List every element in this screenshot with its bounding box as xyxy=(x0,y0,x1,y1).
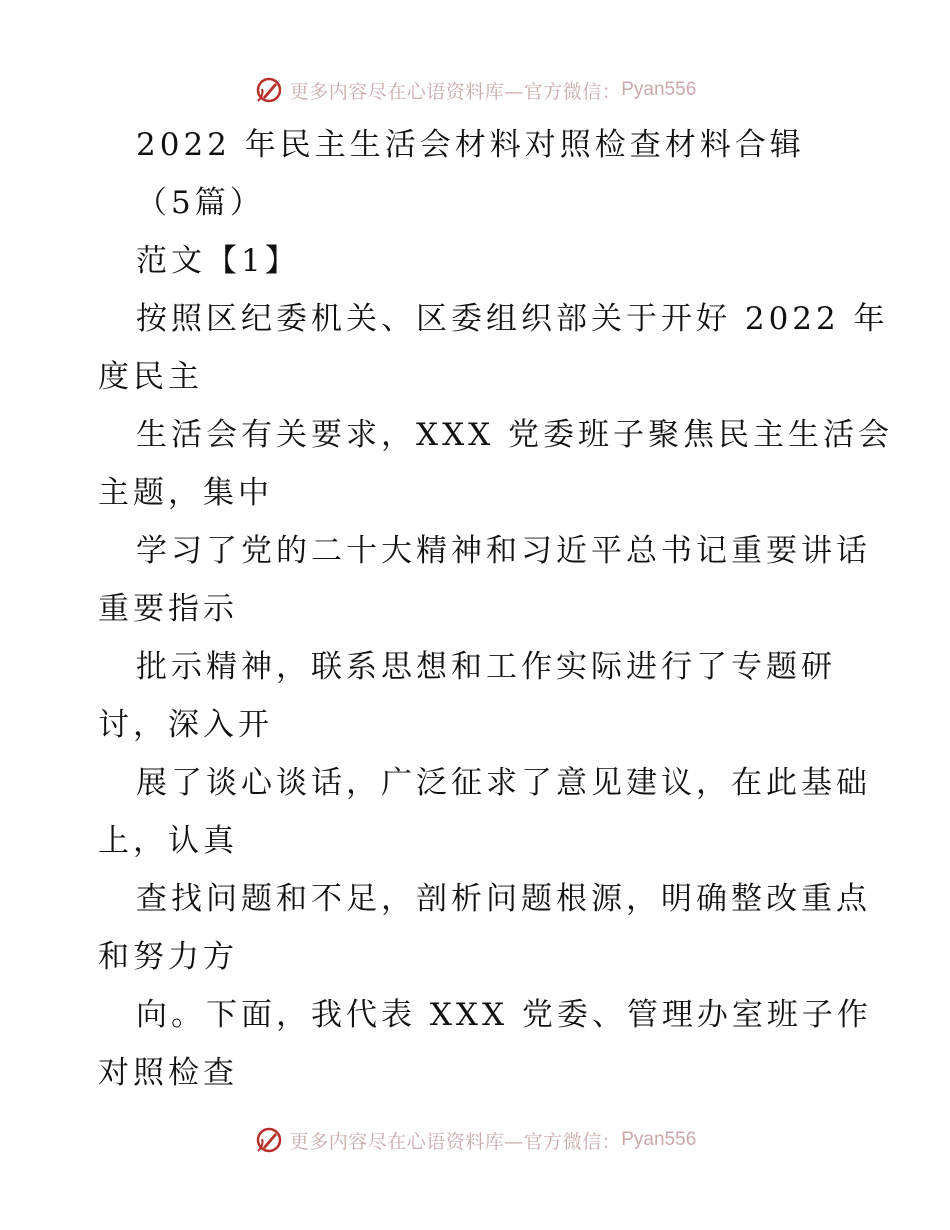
header-watermark-account: Pyan556 xyxy=(621,79,697,100)
paragraph-line: 主题，集中 xyxy=(98,475,273,511)
paragraph-line: 按照区纪委机关、区委组织部关于开好 2022 年 xyxy=(136,301,889,337)
header-watermark-banner xyxy=(0,70,950,110)
paragraph-line: 展了谈心谈话，广泛征求了意见建议，在此基础 xyxy=(136,765,871,801)
paragraph-line: 对照检查 xyxy=(98,1055,238,1091)
paragraph-line: 和努力方 xyxy=(98,939,238,975)
paragraph-line: 上，认真 xyxy=(98,823,238,859)
document-title: 2022 年民主生活会材料对照检查材料合辑 xyxy=(136,127,805,163)
quill-pen-logo-icon xyxy=(254,1125,284,1155)
paragraph-line: 讨，深入开 xyxy=(98,707,273,743)
quill-pen-logo-icon xyxy=(254,75,284,105)
paragraph-line: 向。下面，我代表 XXX 党委、管理办室班子作 xyxy=(136,997,872,1033)
paragraph-line: 度民主 xyxy=(98,359,203,395)
footer-watermark-text: 更多内容尽在心语资料库—官方微信： xyxy=(289,1130,622,1153)
header-watermark-text: 更多内容尽在心语资料库—官方微信： xyxy=(289,80,622,103)
paragraph-line: 批示精神，联系思想和工作实际进行了专题研 xyxy=(136,649,836,685)
paragraph-line: 查找问题和不足，剖析问题根源，明确整改重点 xyxy=(136,881,871,917)
document-body xyxy=(98,116,894,1102)
paragraph-line: 学习了党的二十大精神和习近平总书记重要讲话 xyxy=(136,533,871,569)
footer-watermark-account: Pyan556 xyxy=(621,1129,697,1150)
paragraph-line: 重要指示 xyxy=(98,591,238,627)
footer-watermark-banner xyxy=(0,1120,950,1160)
section-heading: 范文【1】 xyxy=(136,243,300,279)
document-title-count: （5篇） xyxy=(136,185,265,221)
paragraph-line: 生活会有关要求，XXX 党委班子聚焦民主生活会 xyxy=(136,417,894,453)
